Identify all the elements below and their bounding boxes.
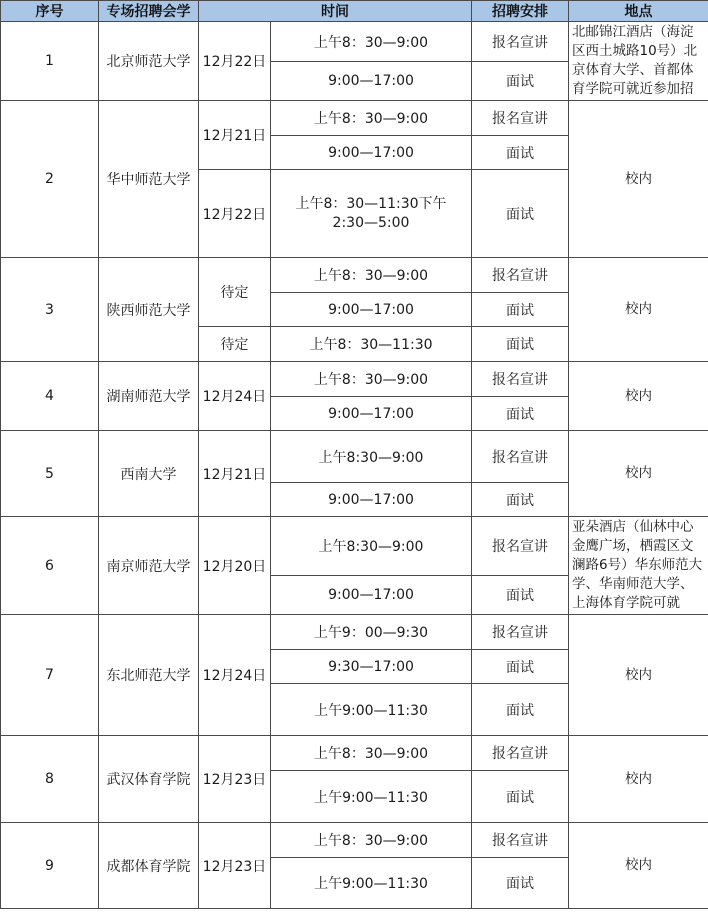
row-fair: 武汉体育学院 [99, 736, 199, 823]
row-arrangement: 面试 [472, 62, 569, 101]
header-time: 时间 [199, 1, 472, 22]
table-row [1, 101, 708, 136]
row-index: 4 [1, 362, 99, 431]
row-slot: 9:00—17:00 [271, 397, 472, 431]
row-arrangement: 报名宣讲 [472, 517, 569, 576]
row-date: 12月24日 [199, 615, 271, 736]
row-arrangement: 面试 [472, 650, 569, 684]
row-location: 校内 [569, 823, 708, 909]
row-arrangement: 报名宣讲 [472, 823, 569, 858]
row-location: 校内 [569, 362, 708, 431]
row-location: 亚朵酒店（仙林中心金鹰广场，栖霞区文澜路6号）华东师范大学、华南师范大学、上海体育学院可就 [569, 517, 708, 615]
row-slot: 上午9:00—11:30 [271, 858, 472, 909]
row-location: 校内 [569, 258, 708, 362]
row-slot: 上午9:00—11:30 [271, 684, 472, 736]
row-arrangement: 面试 [472, 858, 569, 909]
row-location: 校内 [569, 101, 708, 258]
row-arrangement: 报名宣讲 [472, 22, 569, 62]
table-row [1, 615, 708, 650]
table-row [1, 736, 708, 771]
row-slot: 上午8：30—9:00 [271, 101, 472, 136]
row-index: 1 [1, 22, 99, 101]
row-slot: 上午8：30—9:00 [271, 22, 472, 62]
row-location: 校内 [569, 431, 708, 517]
row-slot: 上午8：30—9:00 [271, 736, 472, 771]
row-slot: 上午9：00—9:30 [271, 615, 472, 650]
row-date: 12月22日 [199, 170, 271, 258]
row-slot: 9:00—17:00 [271, 62, 472, 101]
row-date: 12月22日 [199, 22, 271, 101]
row-date: 12月21日 [199, 101, 271, 170]
header-arrangement: 招聘安排 [472, 1, 569, 22]
row-date: 12月23日 [199, 823, 271, 909]
row-index: 5 [1, 431, 99, 517]
row-index: 8 [1, 736, 99, 823]
row-slot: 上午8：30—9:00 [271, 258, 472, 293]
header-fair: 专场招聘会学 [99, 1, 199, 22]
row-fair: 西南大学 [99, 431, 199, 517]
row-arrangement: 面试 [472, 576, 569, 615]
row-arrangement: 面试 [472, 327, 569, 362]
row-location: 校内 [569, 736, 708, 823]
row-slot: 9:00—17:00 [271, 483, 472, 517]
row-arrangement: 报名宣讲 [472, 362, 569, 397]
row-date: 待定 [199, 327, 271, 362]
table-header-row [1, 1, 708, 22]
row-arrangement: 报名宣讲 [472, 736, 569, 771]
row-date: 待定 [199, 258, 271, 327]
row-fair: 陕西师范大学 [99, 258, 199, 362]
row-arrangement: 面试 [472, 684, 569, 736]
row-arrangement: 报名宣讲 [472, 615, 569, 650]
row-date: 12月24日 [199, 362, 271, 431]
header-location: 地点 [569, 1, 708, 22]
row-index: 7 [1, 615, 99, 736]
row-arrangement: 面试 [472, 771, 569, 823]
row-fair: 华中师范大学 [99, 101, 199, 258]
row-arrangement: 面试 [472, 483, 569, 517]
row-slot: 上午8：30—11:30下午 2:30—5:00 [271, 170, 472, 258]
row-location: 校内 [569, 615, 708, 736]
row-slot: 上午8:30—9:00 [271, 431, 472, 483]
table-row [1, 823, 708, 858]
table-row [1, 22, 708, 62]
row-fair: 南京师范大学 [99, 517, 199, 615]
row-slot: 上午8:30—9:00 [271, 517, 472, 576]
table-row [1, 362, 708, 397]
row-slot: 上午9:00—11:30 [271, 771, 472, 823]
row-slot: 上午8：30—9:00 [271, 362, 472, 397]
row-index: 3 [1, 258, 99, 362]
row-arrangement: 面试 [472, 136, 569, 170]
table-row [1, 431, 708, 483]
row-slot: 9:30—17:00 [271, 650, 472, 684]
row-arrangement: 面试 [472, 397, 569, 431]
row-fair: 北京师范大学 [99, 22, 199, 101]
row-arrangement: 报名宣讲 [472, 258, 569, 293]
row-slot: 9:00—17:00 [271, 136, 472, 170]
row-slot: 上午8：30—11:30 [271, 327, 472, 362]
row-index: 2 [1, 101, 99, 258]
row-arrangement: 面试 [472, 293, 569, 327]
row-fair: 成都体育学院 [99, 823, 199, 909]
table-row [1, 517, 708, 576]
row-date: 12月23日 [199, 736, 271, 823]
row-index: 9 [1, 823, 99, 909]
row-index: 6 [1, 517, 99, 615]
row-arrangement: 面试 [472, 170, 569, 258]
row-date: 12月20日 [199, 517, 271, 615]
row-slot: 9:00—17:00 [271, 293, 472, 327]
row-date: 12月21日 [199, 431, 271, 517]
row-fair: 湖南师范大学 [99, 362, 199, 431]
row-fair: 东北师范大学 [99, 615, 199, 736]
table-row [1, 258, 708, 293]
header-index: 序号 [1, 1, 99, 22]
row-slot: 上午8：30—9:00 [271, 823, 472, 858]
row-arrangement: 报名宣讲 [472, 101, 569, 136]
row-slot: 9:00—17:00 [271, 576, 472, 615]
row-arrangement: 报名宣讲 [472, 431, 569, 483]
row-location: 北邮锦江酒店（海淀区西土城路10号）北京体育大学、首都体育学院可就近参加招 [569, 22, 708, 101]
